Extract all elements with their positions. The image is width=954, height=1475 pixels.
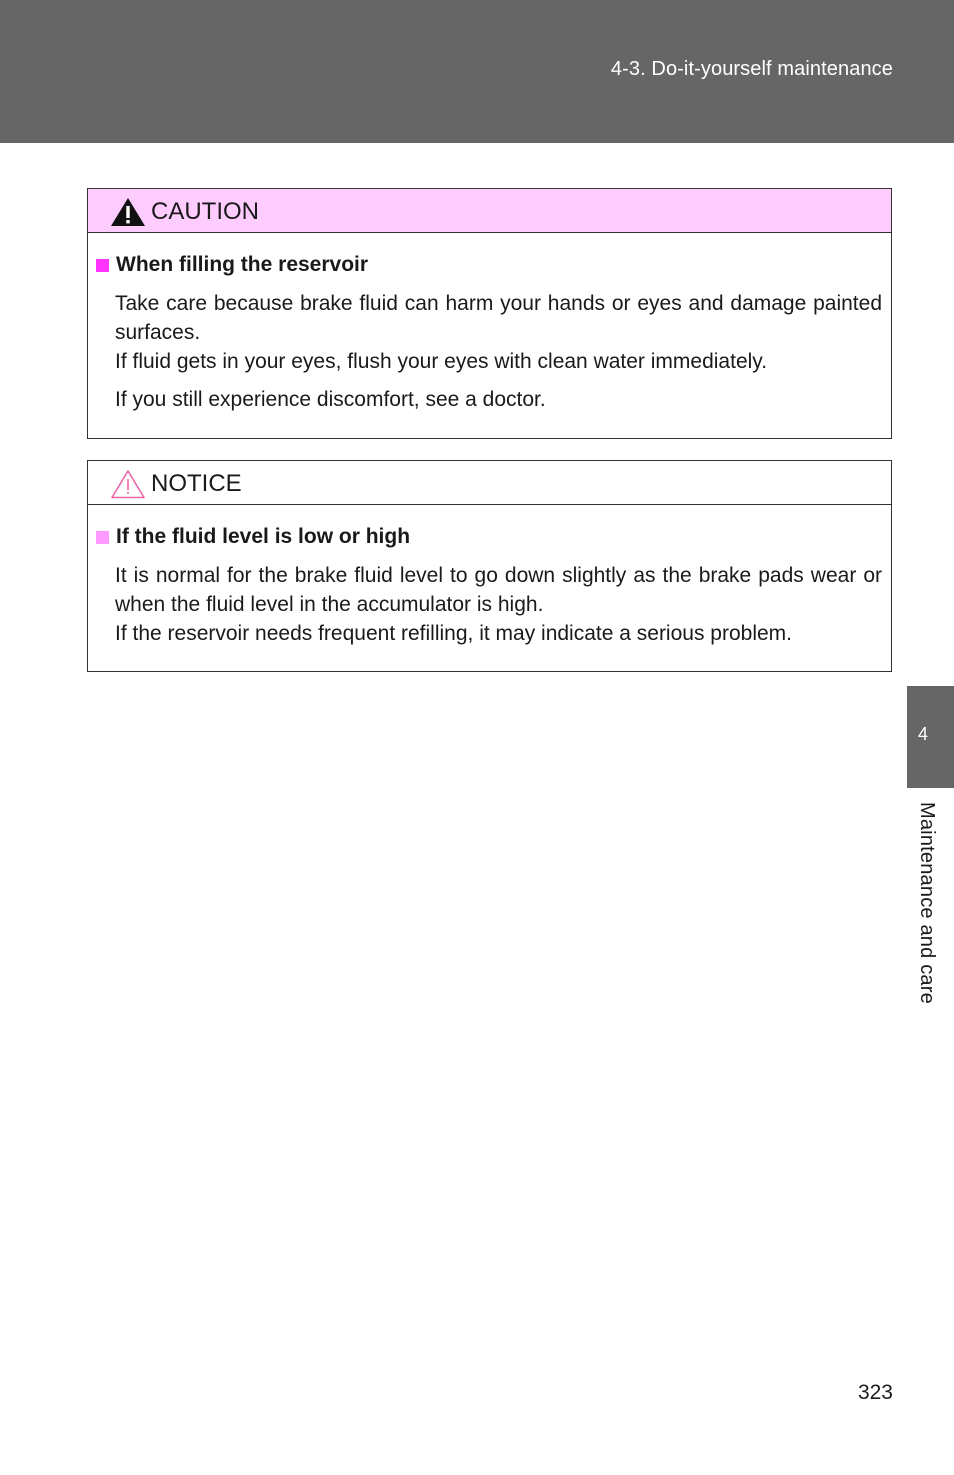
chapter-tab: [907, 686, 954, 788]
caution-paragraph-1: Take care because brake fluid can harm your hands or eyes and damage painted surfaces.: [115, 292, 882, 344]
notice-topic: [96, 523, 882, 551]
caution-topic: [96, 251, 882, 279]
caution-label: CAUTION: [151, 198, 259, 225]
caution-paragraph-3: If you still experience discomfort, see a doctor.: [115, 388, 546, 411]
caution-topic-text: When filling the reservoir: [116, 253, 369, 276]
caution-header: [88, 189, 891, 233]
warning-triangle-filled-icon: [110, 197, 146, 227]
notice-paragraph-1: It is normal for the brake fluid level to go down slightly as the brake pads wear or when the fluid level in the accumulator is high.: [115, 564, 882, 616]
notice-label: NOTICE: [151, 470, 242, 497]
notice-body: [88, 505, 891, 648]
notice-paragraph-2: If the reservoir needs frequent refilling, it may indicate a serious problem.: [115, 622, 792, 645]
page-number: 323: [857, 1381, 893, 1404]
warning-triangle-outline-icon: [110, 469, 146, 499]
header-band: [0, 0, 954, 143]
chapter-number: 4: [918, 724, 929, 744]
caution-box: [87, 188, 892, 439]
notice-header: [88, 461, 891, 505]
notice-box: [87, 460, 892, 672]
section-title: 4-3. Do-it-yourself maintenance: [610, 58, 893, 80]
caution-body: [88, 233, 891, 414]
notice-topic-text: If the fluid level is low or high: [116, 525, 411, 548]
topic-bullet: [96, 531, 109, 544]
chapter-label: Maintenance and care: [916, 802, 938, 1004]
topic-bullet: [96, 259, 109, 272]
caution-paragraph-2: If fluid gets in your eyes, flush your eyes with clean water immediately.: [115, 350, 768, 373]
